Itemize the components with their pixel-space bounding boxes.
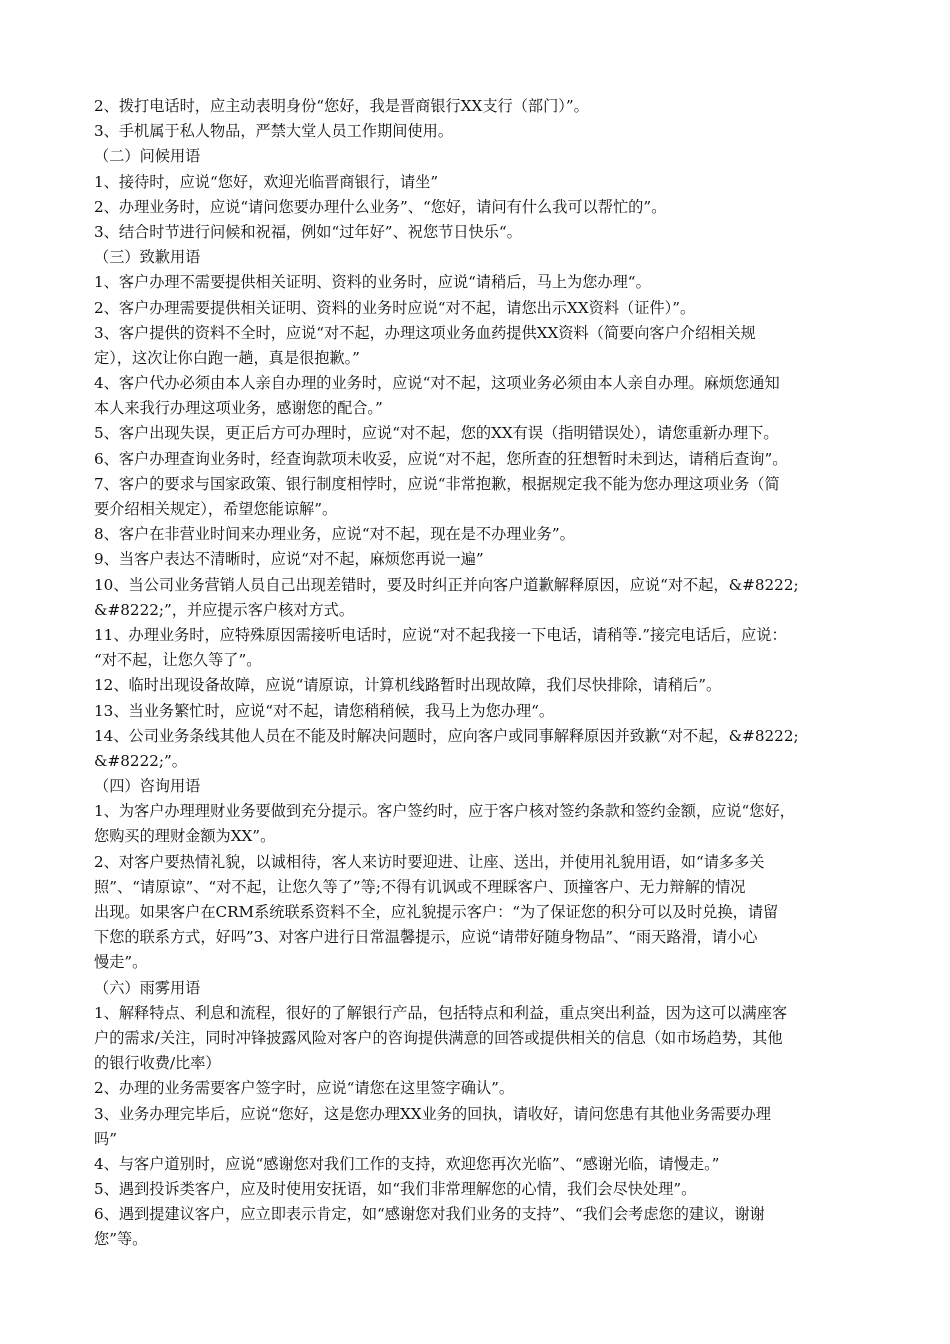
section-heading: （六）雨雾用语: [94, 978, 201, 997]
text-line: 您购买的理财金额为XX”。: [94, 827, 276, 846]
text-line: 1、为客户办理理财业务要做到充分提示。客户签约时，应于客户核对签约条款和签约金额，应说“您好，: [94, 802, 795, 821]
text-line: 2、对客户要热情礼貌，以诚相待，客人来访时要迎进、让座、送出，并使用礼貌用语，如“请多多关: [94, 852, 765, 871]
text-line: 要介绍相关规定），希望您能谅解”。: [94, 500, 338, 518]
text-line: 1、解释特点、利息和流程，很好的了解银行产品，包括特点和利益，重点突出利益，因为这可以满座客: [94, 1003, 788, 1022]
text-line: 7、客户的要求与国家政策、银行制度相悖时，应说“非常抱歉，根据规定我不能为您办理这项业务（简: [94, 474, 780, 493]
text-line: 2、办理的业务需要客户签字时，应说“请您在这里签字确认”。: [94, 1079, 515, 1098]
text-line: 4、客户代办必须由本人亲自办理的业务时，应说“对不起，这项业务必须由本人亲自办理。麻烦您通知: [94, 374, 780, 393]
text-line: 10、当公司业务营销人员自己出现差错时，要及时纠正并向客户道歉解释原因，应说“对不起，&#8222;: [94, 575, 799, 594]
text-line: 8、客户在非营业时间来办理业务，应说“对不起，现在是不办理业务”。: [94, 525, 575, 544]
text-line: 下您的联系方式，好吗”3、对客户进行日常温馨提示，应说“请带好随身物品”、“雨天路滑，请小心: [94, 928, 758, 947]
text-line: &#8222;”。: [94, 751, 187, 770]
text-line: 吗”: [94, 1129, 117, 1148]
text-line: 1、接待时，应说“您好，欢迎光临晋商银行，请坐”: [94, 172, 439, 191]
text-line: 3、结合时节进行问候和祝福，例如“过年好”、祝您节日快乐“。: [94, 222, 522, 241]
section-heading: （三）致歉用语: [94, 248, 201, 267]
text-line: 出现。如果客户在CRM系统联系资料不全，应礼貌提示客户：“为了保证您的积分可以及时兑换，请留: [94, 903, 779, 921]
text-line: 慢走”。: [94, 953, 148, 972]
text-line: 5、遇到投诉类客户，应及时使用安抚语，如“我们非常理解您的心情，我们会尽快处理”。: [94, 1180, 697, 1199]
text-line: 14、公司业务条线其他人员在不能及时解决问题时，应向客户或同事解释原因并致歉“对不起，&#8222;: [94, 726, 799, 745]
text-line: 户的需求/关注，同时冲锋披露风险对客户的咨询提供满意的回答或提供相关的信息（如市场趋势，其他: [94, 1028, 783, 1047]
text-line: 4、与客户道别时，应说“感谢您对我们工作的支持，欢迎您再次光临”、“感谢光临，请慢走。”: [94, 1154, 720, 1173]
text-line: 11、办理业务时，应特殊原因需接听电话时，应说“对不起我接一下电话，请稍等.”接完电话后，应说：: [94, 625, 787, 644]
text-line: 12、临时出现设备故障，应说“请原谅，计算机线路暂时出现故障，我们尽快排除，请稍后”。: [94, 676, 722, 695]
text-line: 13、当业务繁忙时，应说“对不起，请您稍稍候，我马上为您办理“。: [94, 701, 555, 720]
text-line: 本人来我行办理这项业务，感谢您的配合。”: [94, 399, 383, 418]
text-line: 的银行收费/比率）: [94, 1054, 221, 1073]
text-line: 6、客户办理查询业务时，经查询款项未收妥，应说“对不起，您所查的狂想暂时未到达，请稍后查询”。: [94, 449, 788, 468]
text-line: 2、客户办理需要提供相关证明、资料的业务时应说“对不起，请您出示XX资料（证件）”。: [94, 298, 696, 317]
text-line: 照”、“请原谅”、“对不起，让您久等了”等;不得有讥讽或不理睬客户、顶撞客户、无力辩解的情况: [94, 877, 746, 896]
text-line: 您”等。: [94, 1230, 148, 1249]
text-line: 5、客户出现失误，更正后方可办理时，应说“对不起，您的XX有误（指明错误处），请您重新办理下。: [94, 424, 779, 443]
text-line: 1、客户办理不需要提供相关证明、资料的业务时，应说“请稍后，马上为您办理“。: [94, 273, 651, 292]
section-heading: （二）问候用语: [94, 147, 201, 166]
text-line: 6、遇到提建议客户，应立即表示肯定，如“感谢您对我们业务的支持”、“我们会考虑您的建议，谢谢: [94, 1205, 765, 1224]
text-line: “对不起，让您久等了”。: [94, 651, 262, 670]
text-line: 定），这次让你白跑一趟，真是很抱歉。”: [94, 348, 360, 367]
section-heading: （四）咨询用语: [94, 777, 201, 796]
text-line: 3、客户提供的资料不全时，应说“对不起，办理这项业务血药提供XX资料（简要向客户介绍相关规: [94, 323, 756, 342]
text-line: &#8222;”，并应提示客户核对方式。: [94, 600, 355, 619]
text-line: 9、当客户表达不清晰时，应说“对不起，麻烦您再说一遍”: [94, 550, 484, 569]
text-line: 3、手机属于私人物品，严禁大堂人员工作期间使用。: [94, 122, 453, 141]
document-body: [94, 94, 890, 1253]
text-line: 2、办理业务时，应说“请问您要办理什么业务”、“您好，请问有什么我可以帮忙的”。: [94, 197, 667, 216]
text-line: 2、拨打电话时，应主动表明身份“您好，我是晋商银行XX支行（部门）”。: [94, 97, 589, 115]
text-line: 3、业务办理完毕后，应说“您好，这是您办理XX业务的回执，请收好，请问您患有其他业务需要办理: [94, 1104, 771, 1123]
